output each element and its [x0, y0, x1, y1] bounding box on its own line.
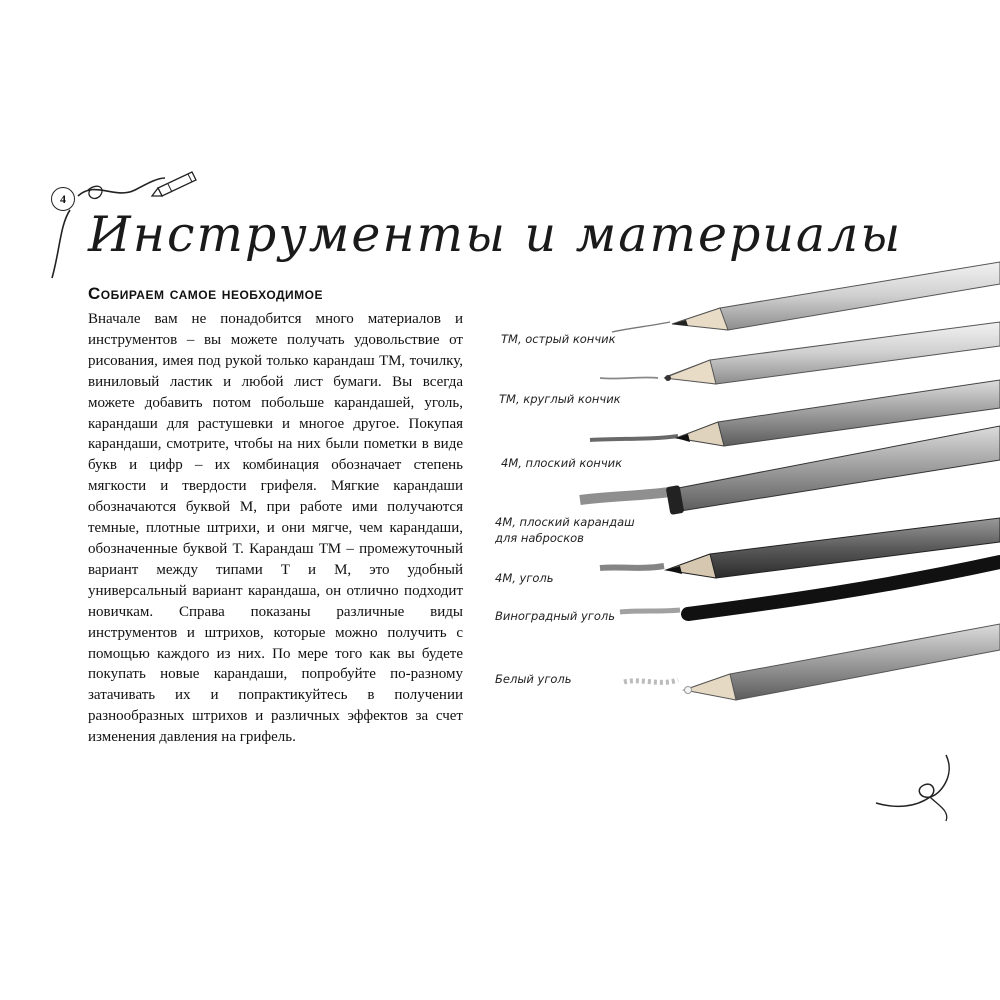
label-tm-sharp: ТМ, острый кончик — [501, 332, 616, 346]
pencil-white-charcoal — [624, 624, 1000, 700]
label-white-charcoal: Белый уголь — [495, 672, 572, 686]
page-number: 4 — [51, 187, 75, 211]
pencil-tm-sharp — [612, 262, 1000, 332]
label-4m-sketch: 4М, плоский карандаш для набросков — [495, 515, 635, 545]
pencils-illustration — [560, 250, 1000, 720]
label-vine-charcoal: Виноградный уголь — [495, 609, 615, 623]
pencil-4m-flat — [590, 380, 1000, 446]
body-paragraph: Вначале вам не понадобится много материалов и инструментов – вы можете получать удовольствие от рисования, имея под рукой только карандаш ТМ, точилку, виниловый ластик и любой лист бумаги. Вы всегда можете добавить потом побольше карандашей, уголь, карандаши для растушевки и многое другое. Покупая карандаши, смотрите, чтобы на них были пометки в виде букв и цифр – их комбинация обозначает степень мягкости и твердости грифеля. Мягкие карандаши обозначаются буквой М, при работе ими получаются темные, плотные штрихи, и они мягче, чем карандаши, обозначенные буквой Т. Карандаш ТМ – промежуточный вариант между типами Т и М, это удобный универсальный вариант карандаша, он отлично подходит новичкам. Справа показаны различные виды инструментов и штрихов, которые можно получить с помощью каждого из них. По мере того как вы будете покупать новые карандаши, попробуйте по-разному затачивать их и попрактикуйтесь в получении разнообразных штрихов и различных эффектов за счет изменения давления на грифель. — [88, 311, 463, 746]
label-4m-flat: 4М, плоский кончик — [501, 456, 623, 470]
label-tm-round: ТМ, круглый кончик — [499, 392, 621, 406]
section-subtitle: Собираем самое необходимое — [88, 284, 323, 303]
label-4m-charcoal: 4М, уголь — [495, 571, 554, 585]
pencil-tm-round — [600, 322, 1000, 384]
page-title: Инструменты и материалы — [88, 206, 903, 263]
swirl-ornament-icon — [860, 745, 960, 835]
pencil-icon — [152, 172, 196, 196]
